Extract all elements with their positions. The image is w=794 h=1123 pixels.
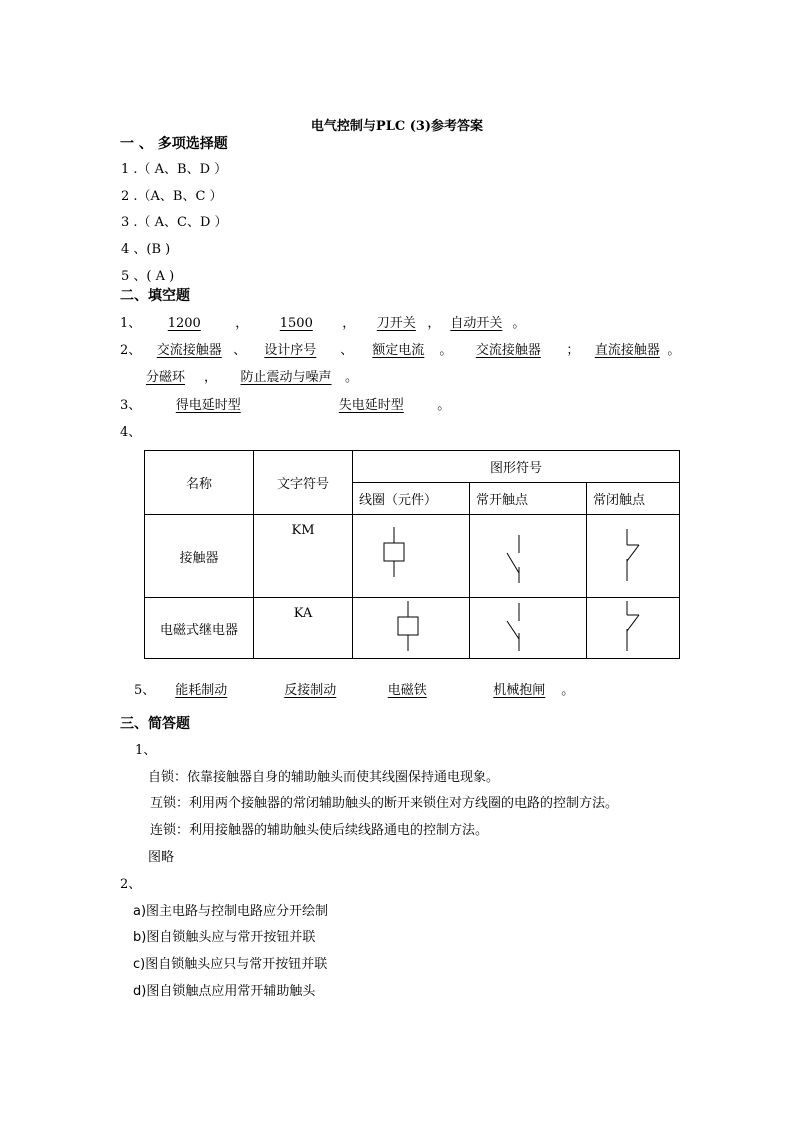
q1-blank-c: 刀开关 (376, 316, 416, 331)
short-q2-line-d: d)图自锁触点应用常开辅助触头 (133, 984, 316, 999)
q3-blank-b: 失电延时型 (338, 398, 404, 413)
mc-answer-3: 3 .（ A、C、D ） (121, 215, 228, 230)
symbol-table (144, 450, 680, 659)
q4-number: 4、 (120, 425, 142, 440)
mc-answer-2: 2 .（A、B、C ） (121, 189, 223, 204)
th-name: 名称 (145, 451, 254, 515)
coil-symbol-contactor (353, 515, 470, 598)
q2-sep5: ， (204, 370, 218, 385)
q2-sep1: 、 (233, 343, 247, 358)
q2-blank-c: 额定电流 (372, 343, 425, 358)
coil-symbol-relay (353, 598, 470, 659)
row-name-relay: 电磁式继电器 (145, 598, 254, 659)
q2-blank-d: 交流接触器 (475, 343, 541, 358)
q3-number: 3、 (120, 398, 142, 413)
short-q1-line-1: 自锁：依靠接触器自身的辅助触头而使其线圈保持通电现象。 (148, 770, 500, 785)
short-q2-number: 2、 (120, 877, 142, 892)
fill-q3 (120, 398, 450, 414)
th-no-contact: 常开触点 (470, 483, 587, 515)
mc-answer-4: 4 、(B ) (121, 242, 171, 257)
short-q1-line-2: 互锁：利用两个接触器的常闭辅助触头的断开来锁住对方线圈的电路的控制方法。 (150, 796, 619, 811)
q5-number: 5、 (134, 683, 156, 698)
mc-answer-5: 5 、( A ) (121, 269, 175, 284)
short-q2-line-b: b)图自锁触头应与常开按钮并联 (133, 930, 316, 945)
nc-contact-symbol-relay (587, 598, 680, 659)
q2-end: 。 (667, 343, 681, 358)
coil-icon (356, 521, 466, 591)
section1-heading: 一 、 多项选择题 (120, 136, 228, 152)
no-contact-symbol-contactor (470, 515, 587, 598)
q2-number: 2、 (120, 343, 142, 358)
row-symbol-relay: KA (254, 598, 353, 659)
q1-sep3: ， (427, 316, 441, 331)
section3-heading: 三、简答题 (120, 716, 190, 732)
q5-blank-c: 电磁铁 (387, 683, 427, 698)
q2-sep2: 、 (340, 343, 354, 358)
q2-blank-a: 交流接触器 (156, 343, 222, 358)
q1-end: 。 (512, 316, 526, 331)
fill-q5 (134, 683, 574, 699)
normally-closed-contact-icon (590, 521, 676, 591)
row-name-contactor: 接触器 (145, 515, 254, 598)
th-nc-contact: 常闭触点 (587, 483, 680, 515)
q1-number: 1、 (120, 316, 142, 331)
table-row (145, 598, 680, 659)
q5-blank-d: 机械抱闸 (493, 683, 546, 698)
q2-blank-b: 设计序号 (264, 343, 317, 358)
q1-blank-b: 1500 (279, 316, 313, 331)
q1-sep2: ， (342, 316, 356, 331)
short-q1-number: 1、 (135, 743, 157, 758)
q2-blank-e: 直流接触器 (594, 343, 660, 358)
th-coil: 线圈（元件） (353, 483, 470, 515)
table-row (145, 515, 680, 598)
q2-sep3: 。 (439, 343, 453, 358)
th-text-symbol: 文字符号 (254, 451, 353, 515)
q1-blank-a: 1200 (167, 316, 201, 331)
row-symbol-contactor: KM (254, 515, 353, 598)
fill-q2-line1 (120, 343, 680, 359)
normally-open-contact-icon (473, 599, 583, 657)
short-q2-line-a: a)图主电路与控制电路应分开绘制 (133, 904, 329, 919)
q2-end2: 。 (345, 370, 359, 385)
normally-open-contact-icon (473, 521, 583, 591)
q5-blank-a: 能耗制动 (175, 683, 228, 698)
short-q1-line-3: 连锁：利用接触器的辅助触头使后续线路通电的控制方法。 (150, 823, 489, 838)
th-graphic-symbol: 图形符号 (353, 451, 680, 483)
no-contact-symbol-relay (470, 598, 587, 659)
q1-blank-d: 自动开关 (450, 316, 503, 331)
fill-q2-line2 (146, 370, 358, 386)
short-q2-line-c: c)图自锁触头应只与常开按钮并联 (133, 957, 328, 972)
q5-blank-b: 反接制动 (284, 683, 337, 698)
q3-end: 。 (437, 398, 451, 413)
normally-closed-contact-icon (590, 599, 676, 657)
page-title: 电气控制与PLC (3)参考答案 (310, 119, 484, 134)
short-q1-line-4: 图略 (148, 850, 175, 865)
q5-end: 。 (561, 683, 575, 698)
mc-answer-1: 1 .（ A、B、D ） (121, 162, 228, 177)
coil-icon (356, 599, 466, 657)
nc-contact-symbol-contactor (587, 515, 680, 598)
q2-sep4: ； (566, 343, 580, 358)
q2-blank-g: 防止震动与噪声 (240, 370, 332, 385)
section2-heading: 二、填空题 (120, 288, 190, 304)
q1-sep1: ， (235, 316, 249, 331)
fill-q1 (120, 316, 525, 332)
q2-blank-f: 分磁环 (146, 370, 186, 385)
q3-blank-a: 得电延时型 (175, 398, 241, 413)
